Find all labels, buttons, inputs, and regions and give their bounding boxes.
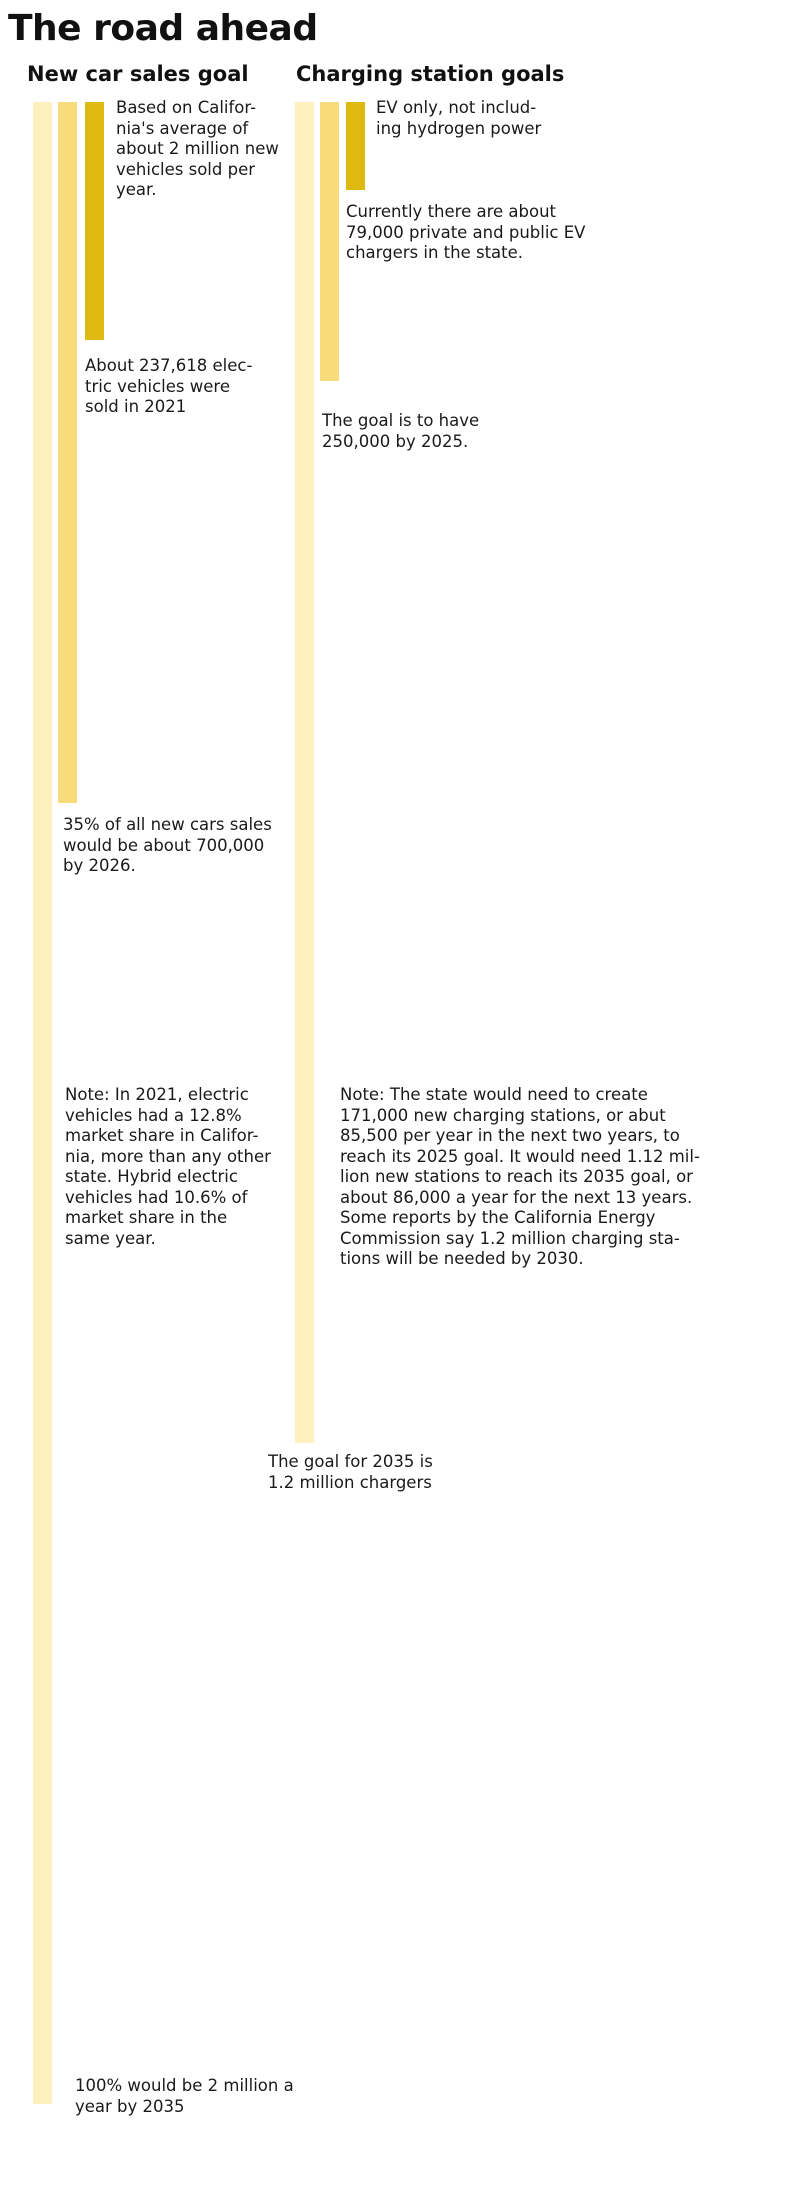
label-chargers-current: Currently there are about 79,000 private and public EV chargers in the state. — [346, 202, 586, 262]
note-chargers-ev-only: EV only, not includ- ing hydrogen power — [376, 98, 542, 138]
label-chargers-2025: The goal is to have 250,000 by 2025. — [322, 411, 480, 451]
bar-chargers-current — [346, 102, 365, 190]
note-car-sales-average: Based on Califor- nia's average of about 2 million new vehicles sold per year. — [116, 98, 279, 199]
label-car-sales-2035: 100% would be 2 million a year by 2035 — [75, 2076, 294, 2116]
label-car-sales-2026: 35% of all new cars sales would be about 700,000 by 2026. — [63, 815, 272, 875]
bar-car-sales-2035 — [33, 102, 52, 2104]
bar-car-sales-2026 — [58, 102, 77, 803]
label-car-sales-2021: About 237,618 elec- tric vehicles were sold in 2021 — [85, 356, 253, 416]
note-chargers-needed: Note: The state would need to create 171,000 new charging stations, or abut 85,500 per year in the next two years, to reach its 2025 goal. It would need 1.12 mil- lion new stations to reach its 2035 goal, or about 86,000 a year for the next 13 years. Some reports by the California Energy Commission say 1.2 million charging sta- tions will be needed by 2030. — [340, 1085, 700, 1268]
bar-car-sales-2021 — [85, 102, 104, 340]
page-title: The road ahead — [8, 8, 318, 49]
chart-title-car-sales: New car sales goal — [27, 62, 249, 86]
label-chargers-2035: The goal for 2035 is 1.2 million chargers — [268, 1452, 433, 1492]
bar-chargers-2035 — [295, 102, 314, 1443]
chart-title-charging: Charging station goals — [296, 62, 565, 86]
note-car-sales-market-share: Note: In 2021, electric vehicles had a 12.8% market share in Califor- nia, more than any other state. Hybrid electric vehicles had 10.6% of market share in the same year. — [65, 1085, 271, 1248]
bar-chargers-2025 — [320, 102, 339, 381]
